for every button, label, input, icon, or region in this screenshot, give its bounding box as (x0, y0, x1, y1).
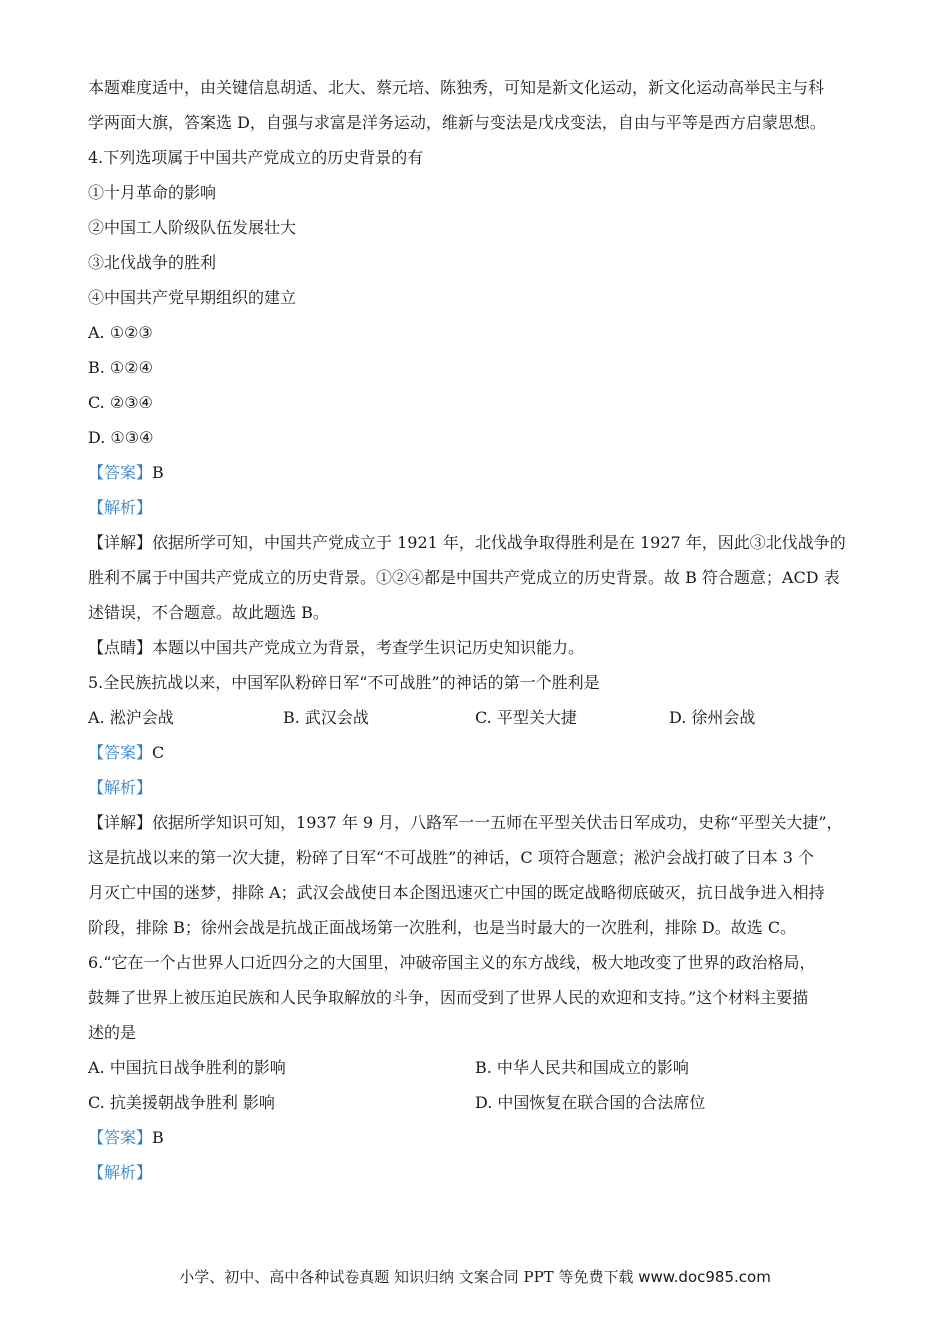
q6-options-row-1 (88, 1050, 878, 1085)
q4-analysis (88, 490, 878, 525)
detail-tag: 【详解】 (88, 813, 153, 832)
q6-option-c: C. 抗美援朝战争胜利 影响 (88, 1093, 275, 1112)
q6-analysis (88, 1155, 878, 1190)
q6-stem-line-3: 述的是 (88, 1023, 137, 1042)
q6-option-a: A. 中国抗日战争胜利的影响 (88, 1058, 286, 1077)
q4-item-4: ④中国共产党早期组织的建立 (88, 288, 297, 307)
q5-option-a: A. 淞沪会战 (88, 708, 174, 727)
q4-comment (88, 630, 878, 665)
q4-stem: 4.下列选项属于中国共产党成立的历史背景的有 (88, 148, 424, 167)
answer-tag: 【答案】 (88, 743, 153, 762)
q5-option-c: C. 平型关大捷 (475, 708, 577, 727)
q4-item-3: ③北伐战争的胜利 (88, 253, 217, 272)
q5-answer (88, 735, 878, 770)
q6-option-b: B. 中华人民共和国成立的影响 (475, 1058, 689, 1077)
q5-option-d: D. 徐州会战 (669, 708, 756, 727)
q6-options-row-2 (88, 1085, 878, 1120)
intro-line-2: 学两面大旗，答案选 D，自强与求富是洋务运动，维新与变法是戊戌变法，自由与平等是西方启蒙思想。 (88, 113, 826, 132)
answer-value: B (152, 1128, 164, 1147)
q4-item-1: ①十月革命的影响 (88, 183, 217, 202)
q5-analysis (88, 770, 878, 805)
answer-tag: 【答案】 (88, 463, 153, 482)
q5-detail-line-1 (88, 805, 878, 840)
q4-option-a: A. ①②③ (88, 323, 153, 342)
q4-detail-line-3: 述错误，不合题意。故此题选 B。 (88, 603, 329, 622)
comment-text: 本题以中国共产党成立为背景，考查学生识记历史知识能力。 (152, 638, 585, 657)
q6-stem-line-1: 6.“它在一个占世界人口近四分之的大国里，冲破帝国主义的东方战线，极大地改变了世界的政治格局， (88, 953, 816, 972)
q5-option-b: B. 武汉会战 (283, 708, 369, 727)
q4-answer (88, 455, 878, 490)
q4-detail-line-1 (88, 525, 878, 560)
q5-detail-line-2: 这是抗战以来的第一次大捷，粉碎了日军“不可战胜”的神话，C 项符合题意；淞沪会战打破了日本 3 个 (88, 848, 815, 867)
footer-link[interactable]: www.doc985.com (638, 1268, 771, 1286)
q6-stem-line-2: 鼓舞了世界上被压迫民族和人民争取解放的斗争，因而受到了世界人民的欢迎和支持。”这个材料主要描 (88, 988, 809, 1007)
q5-detail-line-4: 阶段，排除 B；徐州会战是抗战正面战场第一次胜利，也是当时最大的一次胜利，排除 D。故选 C。 (88, 918, 797, 937)
q6-option-d: D. 中国恢复在联合国的合法席位 (475, 1093, 706, 1112)
answer-value: C (152, 743, 165, 762)
analysis-tag: 【解析】 (88, 498, 153, 517)
document-body (88, 70, 878, 1190)
q4-item-2: ②中国工人阶级队伍发展壮大 (88, 218, 297, 237)
q4-option-b: B. ①②④ (88, 358, 153, 377)
q5-options (88, 700, 878, 735)
q4-option-d: D. ①③④ (88, 428, 154, 447)
detail-text: 依据所学可知，中国共产党成立于 1921 年，北伐战争取得胜利是在 1927 年，因此③北伐战争的 (152, 533, 846, 552)
answer-value: B (152, 463, 164, 482)
detail-text: 依据所学知识可知，1937 年 9 月，八路军一一五师在平型关伏击日军成功，史称“平型关大捷”， (152, 813, 843, 832)
q4-option-c: C. ②③④ (88, 393, 153, 412)
intro-line-1: 本题难度适中，由关键信息胡适、北大、蔡元培、陈独秀，可知是新文化运动，新文化运动高举民主与科 (88, 78, 825, 97)
answer-tag: 【答案】 (88, 1128, 153, 1147)
page-footer (0, 1266, 950, 1287)
footer-text: 小学、初中、高中各种试卷真题 知识归纳 文案合同 PPT 等免费下载 (179, 1268, 634, 1286)
q6-answer (88, 1120, 878, 1155)
comment-tag: 【点睛】 (88, 638, 153, 657)
q5-stem: 5.全民族抗战以来，中国军队粉碎日军“不可战胜”的神话的第一个胜利是 (88, 673, 600, 692)
analysis-tag: 【解析】 (88, 778, 153, 797)
q5-detail-line-3: 月灭亡中国的迷梦，排除 A；武汉会战使日本企图迅速灭亡中国的既定战略彻底破灭，抗日战争进入相持 (88, 883, 825, 902)
analysis-tag: 【解析】 (88, 1163, 153, 1182)
detail-tag: 【详解】 (88, 533, 153, 552)
q4-detail-line-2: 胜利不属于中国共产党成立的历史背景。①②④都是中国共产党成立的历史背景。故 B 符合题意；ACD 表 (88, 568, 840, 587)
